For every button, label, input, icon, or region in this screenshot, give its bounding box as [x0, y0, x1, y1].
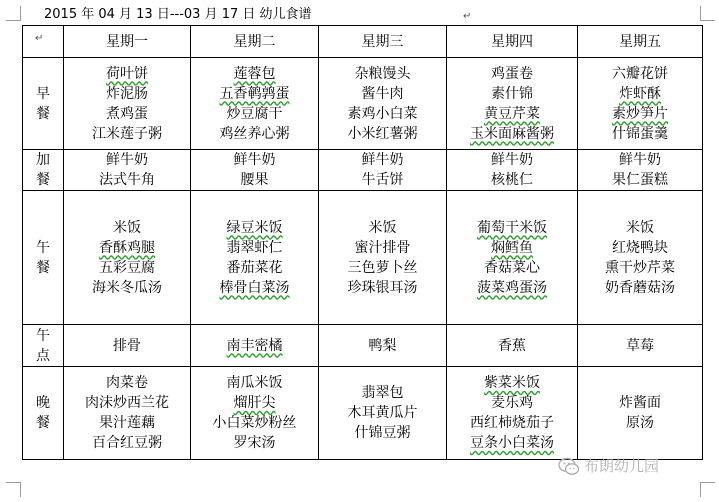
dish-item: 米饭: [368, 219, 397, 236]
menu-cell[interactable]: [447, 150, 578, 191]
menu-cell[interactable]: [319, 58, 447, 150]
meal-label-char: 加: [36, 152, 50, 168]
dish-item: 棒骨白菜汤: [219, 279, 290, 296]
dish-item: 香蕉: [498, 337, 526, 354]
meal-label-cell[interactable]: [23, 150, 64, 191]
dish-item: 什锦蛋羹: [612, 125, 668, 142]
dish-item: 玉米面麻酱粥: [470, 125, 554, 142]
corner-cell[interactable]: [23, 26, 64, 58]
meal-row: [23, 367, 703, 460]
menu-cell[interactable]: [64, 150, 191, 191]
meal-label-char: 餐: [36, 259, 50, 276]
header-row: [23, 26, 703, 58]
dish-item: 鲜牛奶: [491, 152, 533, 168]
dish-item: 原汤: [626, 415, 654, 431]
meal-row: [23, 58, 703, 150]
dish-item: 香菇菜心: [484, 259, 540, 276]
dish-item: 麦乐鸡: [491, 395, 533, 411]
dish-item: 香酥鸡腿: [99, 239, 155, 256]
menu-cell[interactable]: [319, 191, 447, 325]
day-header[interactable]: 星期三: [319, 26, 447, 58]
menu-cell[interactable]: [578, 367, 703, 460]
menu-cell[interactable]: [447, 58, 578, 150]
dish-item: 鲜牛奶: [361, 152, 404, 168]
dish-item: 红烧鸭块: [612, 239, 668, 256]
meal-row: [23, 191, 703, 325]
crop-mark-bottom-right: [700, 482, 715, 497]
dish-item: 鸡蛋卷: [491, 65, 533, 82]
menu-cell[interactable]: [447, 191, 578, 325]
menu-cell[interactable]: [319, 367, 447, 460]
dish-item: 木耳黄瓜片: [347, 405, 418, 421]
watermark: [558, 452, 659, 480]
meal-row: [23, 150, 703, 191]
dish-item: 荷叶饼: [106, 65, 148, 82]
day-header[interactable]: 星期五: [578, 26, 703, 58]
meal-row: [23, 325, 703, 367]
dish-item: 蜜汁排骨: [354, 239, 411, 256]
meal-label-cell[interactable]: [23, 367, 64, 460]
dish-item: 紫菜米饭: [484, 375, 540, 391]
menu-cell[interactable]: [578, 325, 703, 367]
dish-item: 熘肝尖: [233, 395, 276, 411]
day-header[interactable]: 星期二: [191, 26, 319, 58]
dish-item: 草莓: [626, 337, 654, 354]
dish-item: 果仁蛋糕: [612, 172, 668, 188]
dish-item: 五香鹌鹑蛋: [219, 85, 290, 102]
meal-label-cell[interactable]: [23, 58, 64, 150]
watermark-text: 布朗幼儿园: [584, 457, 660, 475]
menu-cell[interactable]: [64, 367, 191, 460]
menu-cell[interactable]: [447, 325, 578, 367]
dish-item: 鲜牛奶: [233, 152, 276, 168]
dish-item: 鲜牛奶: [106, 152, 148, 168]
dish-item: 炒豆腐干: [226, 105, 283, 122]
dish-item: 什锦豆粥: [354, 425, 411, 441]
dish-item: 排骨: [113, 337, 141, 354]
document-title[interactable]: 2015 年 04 月 13 日---03 月 17 日 幼儿食谱: [44, 7, 312, 22]
dish-item: 焖鳕鱼: [491, 239, 533, 256]
dish-item: 炸泥肠: [106, 85, 148, 102]
dish-item: 黄豆芹菜: [484, 105, 540, 122]
crop-mark-top-right: [700, 6, 715, 21]
menu-cell[interactable]: [578, 191, 703, 325]
dish-item: 豆条小白菜汤: [470, 435, 554, 451]
day-header[interactable]: 星期一: [64, 26, 191, 58]
dish-item: 素鸡小白菜: [347, 105, 418, 122]
dish-item: 三色萝卜丝: [347, 259, 418, 276]
dish-item: 米饭: [113, 219, 141, 236]
dish-item: 米饭: [626, 219, 654, 236]
meal-label-char: 午: [36, 239, 50, 256]
crop-mark-bottom-left: [6, 482, 21, 497]
crop-mark-top-left: [6, 6, 21, 21]
dish-item: 炸虾酥: [619, 85, 661, 102]
dish-item: 百合红豆粥: [92, 435, 162, 451]
menu-cell[interactable]: [578, 58, 703, 150]
dish-item: 六瓣花饼: [612, 65, 668, 82]
menu-cell[interactable]: [319, 150, 447, 191]
meal-label-char: 点: [36, 347, 50, 364]
menu-cell[interactable]: [64, 191, 191, 325]
menu-cell[interactable]: [447, 367, 578, 460]
dish-item: 五彩豆腐: [99, 259, 155, 276]
dish-item: 绿豆米饭: [226, 219, 283, 236]
dish-item: 葡萄干米饭: [477, 219, 547, 236]
dish-item: 腰果: [240, 172, 269, 188]
dish-item: 熏干炒芹菜: [605, 259, 675, 276]
dish-item: 鲜牛奶: [619, 152, 661, 168]
dish-item: 煮鸡蛋: [106, 105, 148, 122]
menu-cell[interactable]: [578, 150, 703, 191]
dish-item: 鸭梨: [368, 337, 397, 354]
dish-item: 江米莲子粥: [92, 125, 162, 142]
menu-cell[interactable]: [191, 325, 319, 367]
dish-item: 菠菜鸡蛋汤: [477, 279, 547, 296]
meal-label-char: 午: [36, 327, 50, 344]
menu-cell[interactable]: [191, 191, 319, 325]
dish-item: 莲蓉包: [233, 65, 276, 82]
dish-item: 翡翠包: [361, 385, 404, 401]
dish-item: 小米红薯粥: [347, 125, 418, 142]
dish-item: 西红柿烧茄子: [470, 415, 554, 431]
paragraph-mark: ↵: [35, 33, 44, 44]
day-header[interactable]: 星期四: [447, 26, 578, 58]
menu-cell[interactable]: [191, 150, 319, 191]
dish-item: 杂粮馒头: [354, 65, 411, 82]
dish-item: 素炒笋片: [612, 105, 668, 122]
meal-label-char: 早: [36, 85, 50, 102]
meal-label-char: 餐: [36, 172, 50, 188]
dish-item: 核桃仁: [491, 172, 533, 188]
paragraph-mark: ↵: [463, 11, 472, 22]
dish-item: 南瓜米饭: [226, 375, 283, 391]
dish-item: 珍珠银耳汤: [347, 279, 418, 296]
menu-cell[interactable]: [319, 325, 447, 367]
dish-item: 法式牛角: [99, 172, 155, 188]
dish-item: 素什锦: [491, 85, 533, 102]
dish-item: 肉沫炒西兰花: [85, 395, 169, 411]
meal-label-char: 晚: [36, 395, 50, 411]
dish-item: 南丰密橘: [226, 337, 283, 354]
dish-item: 罗宋汤: [233, 435, 276, 451]
menu-table[interactable]: [22, 25, 703, 460]
dish-item: 番茄菜花: [226, 259, 283, 276]
dish-item: 海米冬瓜汤: [92, 279, 162, 296]
menu-cell[interactable]: [64, 325, 191, 367]
meal-label-char: 餐: [36, 105, 50, 122]
menu-cell[interactable]: [191, 367, 319, 460]
wechat-logo-icon: [558, 457, 580, 477]
dish-item: 果汁莲藕: [99, 415, 155, 431]
menu-cell[interactable]: [64, 58, 191, 150]
meal-label-cell[interactable]: [23, 191, 64, 325]
dish-item: 翡翠虾仁: [226, 239, 283, 256]
dish-item: 炸酱面: [619, 395, 661, 411]
dish-item: 肉菜卷: [106, 375, 148, 391]
dish-item: 奶香蘑菇汤: [605, 279, 675, 296]
dish-item: 酱牛肉: [361, 85, 404, 102]
dish-item: 鸡丝养心粥: [219, 125, 290, 142]
dish-item: 小白菜炒粉丝: [212, 415, 297, 431]
meal-label-cell[interactable]: [23, 325, 64, 367]
meal-label-char: 餐: [36, 415, 50, 431]
dish-item: 牛舌饼: [361, 172, 404, 188]
menu-cell[interactable]: [191, 58, 319, 150]
